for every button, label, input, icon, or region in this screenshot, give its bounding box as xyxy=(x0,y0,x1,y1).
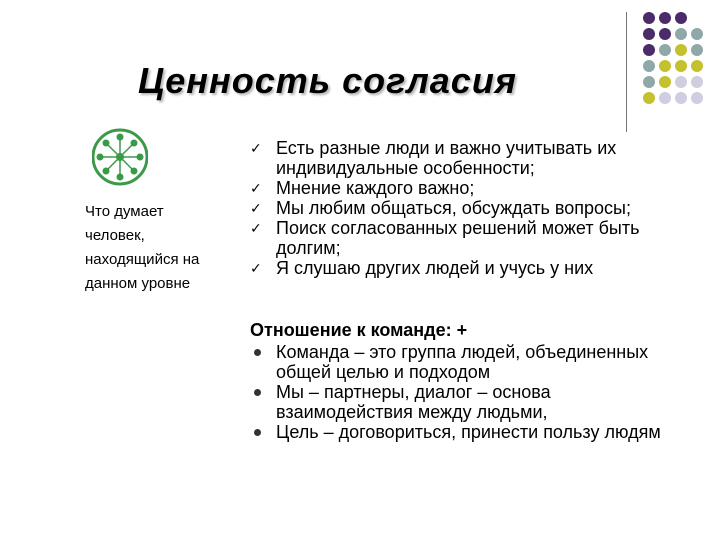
checkmark-icon: ✓ xyxy=(250,200,262,216)
deco-dot xyxy=(675,76,687,88)
deco-dot xyxy=(659,44,671,56)
team-attitude-section xyxy=(250,320,690,442)
bullet-dot-icon xyxy=(254,389,261,396)
deco-dot xyxy=(643,12,655,24)
bullet-dot-icon xyxy=(254,429,261,436)
deco-dot xyxy=(659,92,671,104)
checkmark-icon: ✓ xyxy=(250,140,262,156)
deco-dot xyxy=(691,28,703,40)
bullet-item-text: Мы – партнеры, диалог – основа взаимодействия между людьми, xyxy=(276,382,551,422)
deco-dot xyxy=(659,76,671,88)
bullet-item xyxy=(250,382,690,422)
checkmark-icon: ✓ xyxy=(250,260,262,276)
bullet-item-text: Цель – договориться, принести пользу людям xyxy=(276,422,661,442)
flower-network-icon xyxy=(92,126,148,188)
checklist-item xyxy=(250,198,690,218)
checklist-item xyxy=(250,218,690,258)
bullet-item-text: Команда – это группа людей, объединенных общей целью и подходом xyxy=(276,342,649,382)
deco-dot xyxy=(659,60,671,72)
deco-dot xyxy=(691,92,703,104)
deco-dot xyxy=(675,92,687,104)
checklist-item xyxy=(250,178,690,198)
deco-dot xyxy=(643,28,655,40)
deco-dot xyxy=(675,12,687,24)
deco-dot xyxy=(675,28,687,40)
checklist-item-text: Мнение каждого важно; xyxy=(276,178,475,198)
checklist-item-text: Я слушаю других людей и учусь у них xyxy=(276,258,594,278)
decorative-dot-grid xyxy=(0,0,720,130)
deco-dot xyxy=(675,60,687,72)
checklist-item-text: Мы любим общаться, обсуждать вопросы; xyxy=(276,198,631,218)
team-attitude-heading: Отношение к команде: + xyxy=(250,320,468,340)
level-side-note: Что думает человек, находящийся на данном уровне xyxy=(85,203,200,292)
slide-title: Ценность согласия xyxy=(138,60,518,101)
checkmark-icon: ✓ xyxy=(250,180,262,196)
checklist-item-text: Поиск согласованных решений может быть долгим; xyxy=(276,218,640,258)
bullet-item xyxy=(250,342,690,382)
bullet-item xyxy=(250,422,690,442)
checklist-item xyxy=(250,138,690,178)
deco-dot xyxy=(643,60,655,72)
deco-dot xyxy=(691,44,703,56)
checklist-item xyxy=(250,258,690,278)
checkmark-icon: ✓ xyxy=(250,220,262,236)
deco-dot xyxy=(643,92,655,104)
deco-dot xyxy=(659,12,671,24)
team-attitude-list xyxy=(250,342,690,442)
deco-dot xyxy=(675,44,687,56)
deco-dot xyxy=(643,76,655,88)
values-checklist xyxy=(250,138,690,278)
deco-dot xyxy=(691,60,703,72)
deco-dot xyxy=(691,76,703,88)
checklist-item-text: Есть разные люди и важно учитывать их индивидуальные особенности; xyxy=(276,138,617,178)
deco-dot xyxy=(659,28,671,40)
bullet-dot-icon xyxy=(254,349,261,356)
deco-dot xyxy=(643,44,655,56)
